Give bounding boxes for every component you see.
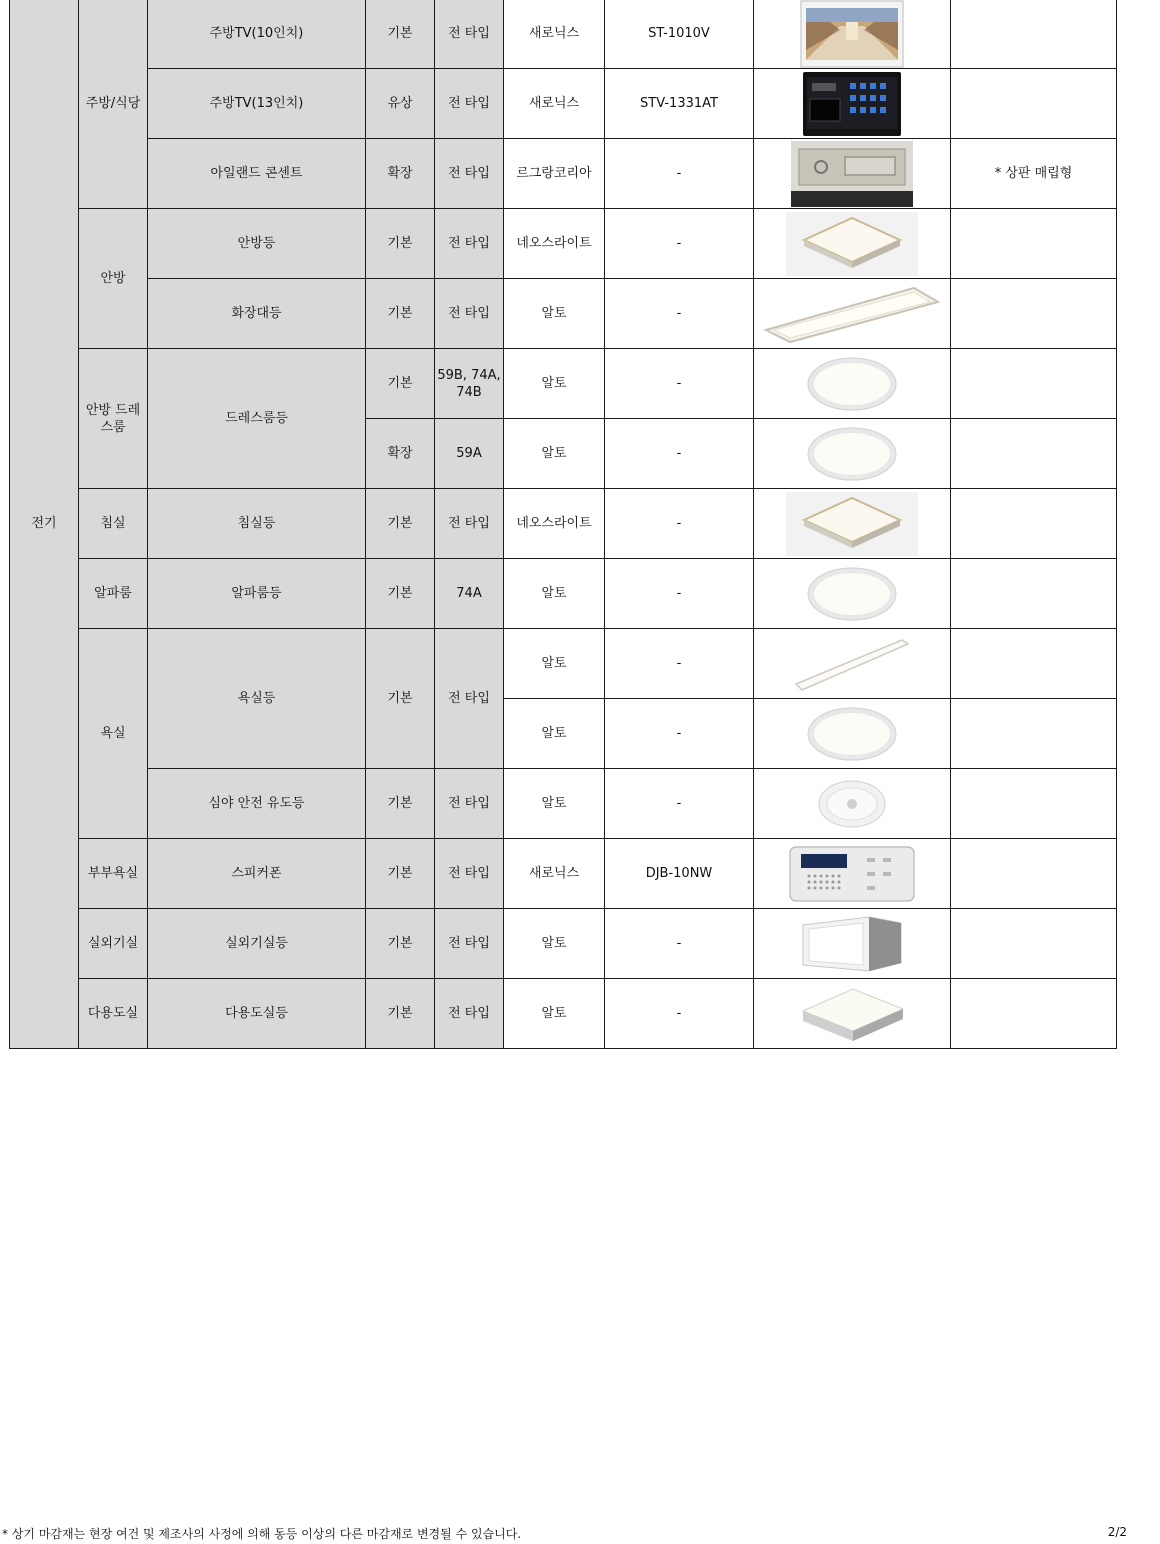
type-cell: 전 타입 [435,629,504,769]
model-cell: - [605,349,754,419]
item-cell: 주방TV(13인치) [148,69,366,139]
maker-cell: 알토 [504,629,605,699]
table-row [10,979,1117,1049]
type-cell: 74A [435,559,504,629]
note-cell [951,559,1117,629]
table-row [10,629,1117,699]
kind-cell: 기본 [366,839,435,909]
kind-cell: 기본 [366,279,435,349]
round-ceiling-light-icon [806,356,898,412]
type-cell: 전 타입 [435,69,504,139]
kind-cell: 유상 [366,69,435,139]
type-cell: 전 타입 [435,979,504,1049]
table-row [10,209,1117,279]
image-cell [754,419,951,489]
maker-cell: 새로닉스 [504,69,605,139]
popup-outlet-icon [791,141,913,207]
note-cell [951,0,1117,69]
model-cell: DJB-10NW [605,839,754,909]
note-cell [951,489,1117,559]
kind-cell: 기본 [366,629,435,769]
room-cell: 주방/식당 [79,0,148,209]
type-cell: 전 타입 [435,279,504,349]
kind-cell: 확장 [366,139,435,209]
image-cell [754,349,951,419]
image-cell [754,489,951,559]
table-row [10,279,1117,349]
type-cell: 59B, 74A, 74B [435,349,504,419]
image-cell [754,699,951,769]
maker-cell: 알토 [504,419,605,489]
maker-cell: 네오스라이트 [504,489,605,559]
image-cell [754,559,951,629]
model-cell: - [605,139,754,209]
round-ceiling-light-icon [806,706,898,762]
spec-table [9,0,1117,1049]
model-cell: - [605,419,754,489]
table-row [10,769,1117,839]
category-cell: 전기 [10,0,79,1049]
image-cell [754,839,951,909]
kind-cell: 기본 [366,209,435,279]
note-cell [951,699,1117,769]
bath-speakerphone-icon [789,846,915,902]
model-cell: ST-1010V [605,0,754,69]
note-cell [951,769,1117,839]
maker-cell: 알토 [504,979,605,1049]
box-ceiling-light-icon [797,985,907,1043]
table-row [10,0,1117,69]
room-cell: 안방 [79,209,148,349]
item-cell: 침실등 [148,489,366,559]
item-cell: 화장대등 [148,279,366,349]
item-cell: 실외기실등 [148,909,366,979]
item-cell: 알파룸등 [148,559,366,629]
note-cell: * 상판 매립형 [951,139,1117,209]
model-cell: - [605,279,754,349]
maker-cell: 르그랑코리아 [504,139,605,209]
kind-cell: 확장 [366,419,435,489]
image-cell [754,139,951,209]
type-cell: 전 타입 [435,139,504,209]
image-cell [754,769,951,839]
room-cell: 다용도실 [79,979,148,1049]
type-cell: 전 타입 [435,0,504,69]
item-cell: 스피커폰 [148,839,366,909]
note-cell [951,839,1117,909]
item-cell: 주방TV(10인치) [148,0,366,69]
round-ceiling-light-icon [806,566,898,622]
table-row [10,909,1117,979]
wall-tv-screen-icon [800,0,904,68]
table-row [10,349,1117,419]
image-cell [754,69,951,139]
maker-cell: 알토 [504,559,605,629]
round-ceiling-light-icon [806,426,898,482]
model-cell: - [605,559,754,629]
image-cell [754,279,951,349]
type-cell: 59A [435,419,504,489]
model-cell: STV-1331AT [605,69,754,139]
table-row [10,489,1117,559]
kind-cell: 기본 [366,769,435,839]
table-row [10,139,1117,209]
maker-cell: 네오스라이트 [504,209,605,279]
kind-cell: 기본 [366,349,435,419]
room-cell: 알파룸 [79,559,148,629]
type-cell: 전 타입 [435,909,504,979]
item-cell: 심야 안전 유도등 [148,769,366,839]
maker-cell: 알토 [504,349,605,419]
maker-cell: 알토 [504,909,605,979]
room-cell: 안방 드레스룸 [79,349,148,489]
image-cell [754,979,951,1049]
type-cell: 전 타입 [435,769,504,839]
image-cell [754,209,951,279]
image-cell [754,909,951,979]
note-cell [951,419,1117,489]
item-cell: 다용도실등 [148,979,366,1049]
item-cell: 아일랜드 콘센트 [148,139,366,209]
note-cell [951,69,1117,139]
page-number: 2/2 [1107,1525,1127,1539]
square-ceiling-light-icon [786,492,918,556]
maker-cell: 새로닉스 [504,839,605,909]
item-cell: 욕실등 [148,629,366,769]
maker-cell: 알토 [504,769,605,839]
panel-light-icon [764,284,940,344]
dark-tablet-tv-icon [802,71,902,137]
note-cell [951,629,1117,699]
note-cell [951,209,1117,279]
room-cell: 욕실 [79,629,148,839]
type-cell: 전 타입 [435,209,504,279]
model-cell: - [605,699,754,769]
wall-box-light-icon [799,913,905,975]
model-cell: - [605,489,754,559]
image-cell [754,0,951,69]
kind-cell: 기본 [366,559,435,629]
kind-cell: 기본 [366,0,435,69]
item-cell: 드레스룸등 [148,349,366,489]
room-cell: 침실 [79,489,148,559]
image-cell [754,629,951,699]
note-cell [951,349,1117,419]
model-cell: - [605,979,754,1049]
maker-cell: 알토 [504,699,605,769]
table-row [10,559,1117,629]
model-cell: - [605,909,754,979]
type-cell: 전 타입 [435,839,504,909]
model-cell: - [605,769,754,839]
table-row [10,69,1117,139]
note-cell [951,909,1117,979]
type-cell: 전 타입 [435,489,504,559]
note-cell [951,279,1117,349]
maker-cell: 알토 [504,279,605,349]
note-cell [951,979,1117,1049]
item-cell: 안방등 [148,209,366,279]
room-cell: 부부욕실 [79,839,148,909]
kind-cell: 기본 [366,489,435,559]
sensor-light-icon [817,779,887,829]
model-cell: - [605,209,754,279]
model-cell: - [605,629,754,699]
kind-cell: 기본 [366,909,435,979]
kind-cell: 기본 [366,979,435,1049]
room-cell: 실외기실 [79,909,148,979]
maker-cell: 새로닉스 [504,0,605,69]
linear-light-icon [794,636,910,692]
table-row [10,839,1117,909]
square-ceiling-light-icon [786,212,918,276]
footer-note: * 상기 마감재는 현장 여건 및 제조사의 사정에 의해 동등 이상의 다른 마감재로 변경될 수 있습니다. [2,1527,522,1541]
